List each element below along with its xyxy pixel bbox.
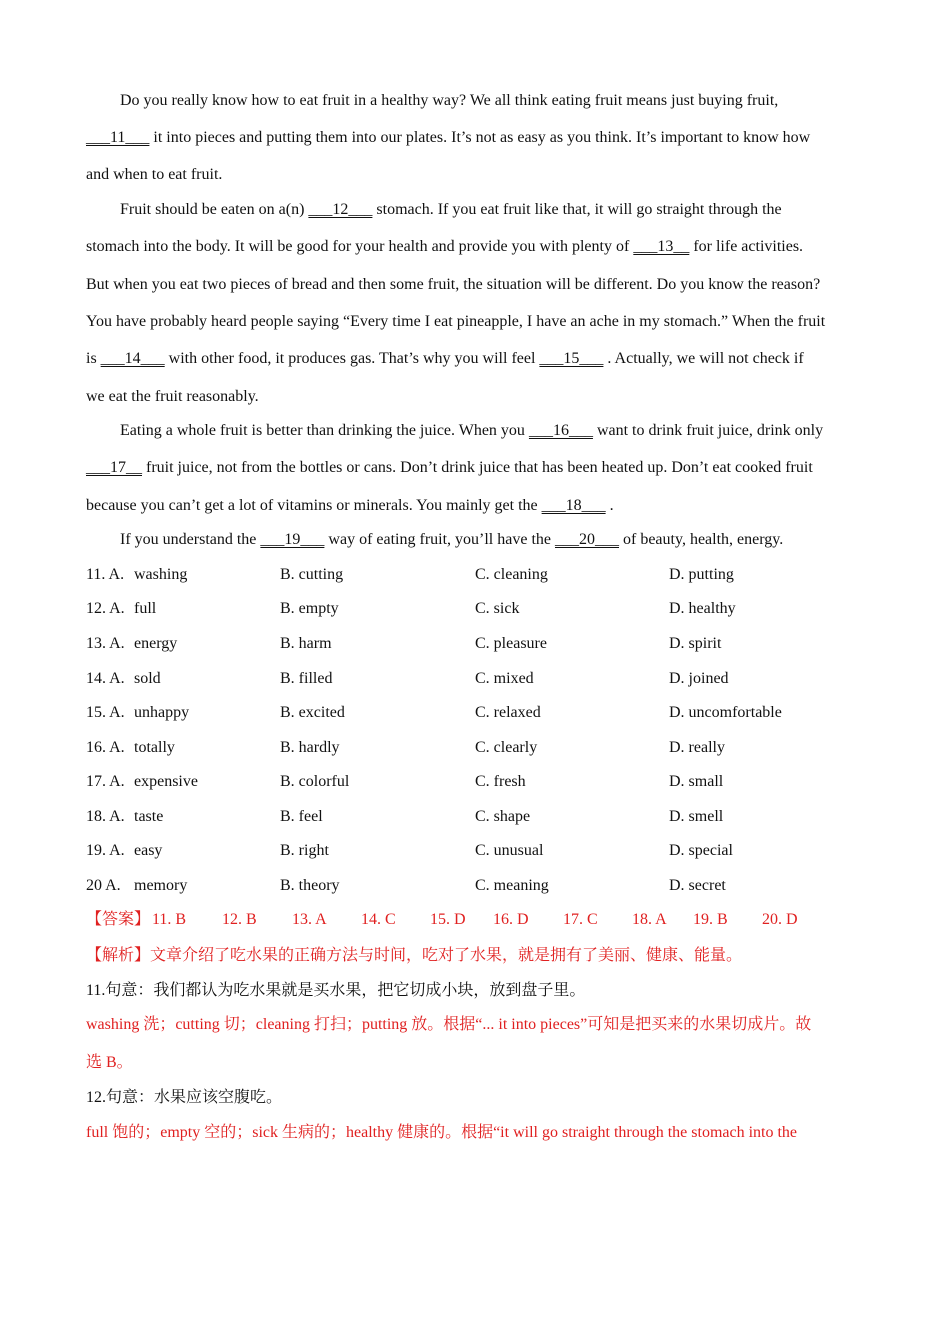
analysis-q11-line: washing 洗；cutting 切；cleaning 打扫；putting 放。根据“... it into pieces”可知是把买来的水果切成片。故 [86,1016,812,1033]
passage-line: ___17__ fruit juice, not from the bottles or cans. Don’t drink juice that has been heated up. Don’t eat cooked fruit [86,459,813,476]
answer-label: 【答案】 [86,911,151,928]
blank-17: ___17__ [86,459,142,476]
passage-line: Eating a whole fruit is better than drinking the juice. When you ___16___ want to drink fruit juice, drink only [120,422,824,439]
passage-line: ___11___ it into pieces and putting them into our plates. It’s not as easy as you think. It’s important to know how [86,129,811,146]
passage-line: we eat the fruit reasonably. [86,388,259,405]
analysis-summary: 【解析】文章介绍了吃水果的正确方法与时间，吃对了水果，就是拥有了美丽、健康、能量。 [86,947,743,964]
analysis-q12-line: full 饱的；empty 空的；sick 生病的；healthy 健康的。根据“it will go straight through the stomach into the [86,1124,798,1141]
passage-line: is ___14___ with other food, it produces gas. That’s why you will feel ___15___ . Actually, we will not check if [86,350,804,367]
blank-13: ___13__ [633,238,690,255]
answer-item: 15. D [430,911,466,928]
blank-19: ___19___ [260,531,325,548]
answer-item: 14. C [361,911,396,928]
blank-18: ___18___ [541,497,606,514]
answer-item: 17. C [563,911,598,928]
passage-line: Do you really know how to eat fruit in a healthy way? We all think eating fruit means just buying fruit, [120,92,779,109]
answer-item: 12. B [222,911,257,928]
blank-12: ___12___ [308,201,373,218]
answer-item: 19. B [693,911,728,928]
passage-line: and when to eat fruit. [86,166,223,183]
passage-line: because you can’t get a lot of vitamins or minerals. You mainly get the ___18___ . [86,497,614,514]
answer-item: 20. D [762,911,798,928]
passage-line: But when you eat two pieces of bread and then some fruit, the situation will be different. Do you know the reason? [86,276,821,293]
blank-15: ___15___ [539,350,604,367]
analysis-q12-title: 12.句意：水果应该空腹吃。 [86,1089,283,1106]
answer-item: 11. B [152,911,187,928]
analysis-label: 【解析】 [86,947,151,964]
analysis-q11-title: 11.句意：我们都认为吃水果就是买水果，把它切成小块，放到盘子里。 [86,982,586,999]
passage-line: stomach into the body. It will be good for your health and provide you with plenty of ___13__ for life activities. [86,238,804,255]
blank-16: ___16___ [528,422,593,439]
answer-item: 16. D [493,911,529,928]
answer-item: 13. A [292,911,327,928]
document-page: Do you really know how to eat fruit in a healthy way? We all think eating fruit means just buying fruit, ___11___ it into pieces and putting them into our plates. It’s not as easy as you think. It’s important to know how and when to eat fruit. Fruit should be eaten on a(n) ___12___ stomach. If you eat fruit like that, it will go straight through the stomach into the body. It will be good for your health and provide you with plenty of ___13__ for life activities. But when you eat two pieces of bread and then some fruit, the situation will be different. Do you know the reason? You have probably heard people saying “Every time I eat pineapple, I have an ache in my stomach.” When the fruit is ___14___ with other food, it produces gas. That’s why you will feel ___15___ . Actually, we will not check if we eat the fruit reasonably. Eating a whole fruit is better than drinking the juice. When you ___16___ want to drink fruit juice, drink only ___17__ fruit juice, not from the bottles or cans. Don’t drink juice that has been heated up. Don’t eat cooked fruit because you can’t get a lot of vitamins or minerals. You mainly get the ___18___ . If you understand the ___19___ way of eating fruit, you’ll have the ___20___ of beauty, health, energy. 11. A. washing B. cutting C. cleaning D. putting 12. A. full B. empty C. sick D. healthy 13. A. energy B. harm C. pleasure D. spirit 14. A. sold B. filled C. mixed D. joined 15. A. unhappy B. excited C. relaxed D. uncomfortable 16. A. totally B. hardly C. clearly D. really 17. A. expensive B. colorful C. fresh D. small 18. A. taste B. feel C. shape D. smell 19. A. easy B. right C. unusual D. special 20 A. memory B. theory C. meaning D. secret 【答案】 11. B 12. B 13. A 14. C 15. D 16. D 17. C 18. A 19. B 20. D 【解析】文章介绍了吃水果的正确方法与时间，吃对了水果，就是拥有了美丽、健康、能量。 11.句意：我们都认为吃水果就是买水果，把它切成小块，放到盘子里。 washing 洗；cutting 切；cleaning 打扫；putting 放。根据“... it into pieces”可知是把买来的水果切成片。故 选 B。 12.句意：水果应该空腹吃。 full 饱的；empty 空的；sick 生病的；healthy 健康的。根据“it will go straight through the stomach into the [86,92,826,1141]
passage-line: You have probably heard people saying “Every time I eat pineapple, I have an ache in my stomach.” When the fruit [86,313,826,330]
blank-11: ___11___ [86,129,150,146]
passage-line: If you understand the ___19___ way of eating fruit, you’ll have the ___20___ of beauty, health, energy. [120,531,784,548]
analysis-q11-line: 选 B。 [86,1054,133,1071]
answer-item: 18. A [632,911,667,928]
passage-line: Fruit should be eaten on a(n) ___12___ stomach. If you eat fruit like that, it will go straight through the [120,201,782,218]
blank-14: ___14___ [100,350,165,367]
blank-20: ___20___ [555,531,619,548]
